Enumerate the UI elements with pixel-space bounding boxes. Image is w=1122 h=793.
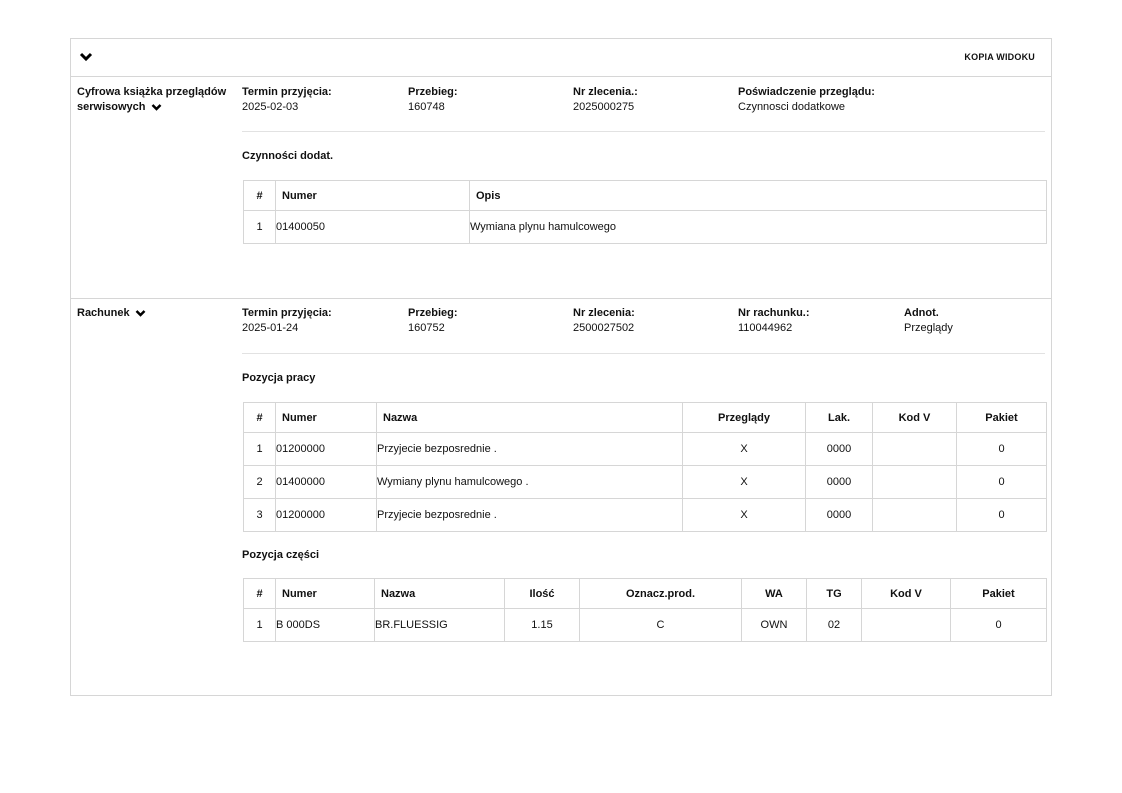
history-panel xyxy=(70,38,1052,696)
parts-positions-table xyxy=(243,578,1047,642)
row-index: 2 xyxy=(244,466,276,499)
row-kodv xyxy=(873,466,957,499)
row-numer: B 000DS xyxy=(276,609,375,642)
col-header: Opis xyxy=(470,181,1047,211)
col-header: Pakiet xyxy=(951,579,1047,609)
field-value: 110044962 xyxy=(738,322,793,334)
parts-positions-subtitle: Pozycja części xyxy=(242,549,320,561)
row-pakiet: 0 xyxy=(951,609,1047,642)
row-kodv xyxy=(873,433,957,466)
divider xyxy=(242,131,1045,132)
row-numer: 01400000 xyxy=(276,466,377,499)
col-header: WA xyxy=(742,579,807,609)
col-header: # xyxy=(244,181,276,211)
col-header: Oznacz.prod. xyxy=(580,579,742,609)
col-header: Nazwa xyxy=(375,579,505,609)
field-label: Adnot. xyxy=(904,307,939,319)
service-przebieg-field xyxy=(408,85,458,115)
work-positions-table xyxy=(243,402,1047,532)
invoice-termin-field xyxy=(242,306,332,336)
chevron-down-icon[interactable] xyxy=(151,103,162,112)
service-book-section-title[interactable] xyxy=(77,85,227,115)
row-ilosc: 1.15 xyxy=(505,609,580,642)
divider xyxy=(242,353,1045,354)
field-label: Poświadczenie przeglądu: xyxy=(738,86,875,98)
col-header: Numer xyxy=(276,181,470,211)
field-value: 160752 xyxy=(408,322,445,334)
invoice-zlecenie-field xyxy=(573,306,635,336)
col-header: # xyxy=(244,403,276,433)
col-header: Lak. xyxy=(806,403,873,433)
row-nazwa: BR.FLUESSIG xyxy=(375,609,505,642)
table-row xyxy=(244,466,1047,499)
field-label: Przebieg: xyxy=(408,307,458,319)
table-header-row xyxy=(244,403,1047,433)
row-wa: OWN xyxy=(742,609,807,642)
chevron-down-icon[interactable] xyxy=(135,309,146,318)
field-value: Czynnosci dodatkowe xyxy=(738,101,846,113)
field-label: Nr zlecenia: xyxy=(573,307,635,319)
row-kodv xyxy=(862,609,951,642)
row-lak: 0000 xyxy=(806,499,873,532)
table-row xyxy=(244,499,1047,532)
field-label: Przebieg: xyxy=(408,86,458,98)
row-oznacz: C xyxy=(580,609,742,642)
section-divider xyxy=(71,298,1051,299)
field-label: Nr rachunku.: xyxy=(738,307,810,319)
field-label: Nr zlecenia.: xyxy=(573,86,638,98)
row-tg: 02 xyxy=(807,609,862,642)
row-numer: 01200000 xyxy=(276,499,377,532)
service-zlecenie-field xyxy=(573,85,638,115)
work-positions-subtitle: Pozycja pracy xyxy=(242,372,316,384)
row-pakiet: 0 xyxy=(957,433,1047,466)
czynnosci-table xyxy=(243,180,1047,244)
row-opis: Wymiana plynu hamulcowego xyxy=(470,211,1047,244)
col-header: Nazwa xyxy=(377,403,683,433)
field-value: 160748 xyxy=(408,101,445,113)
chevron-down-icon[interactable] xyxy=(79,51,93,63)
row-index: 1 xyxy=(244,609,276,642)
row-lak: 0000 xyxy=(806,433,873,466)
kopia-widoku-button[interactable]: KOPIA WIDOKU xyxy=(964,52,1035,62)
czynnosci-subtitle: Czynności dodat. xyxy=(242,150,334,162)
panel-toolbar xyxy=(71,39,1051,77)
col-header: TG xyxy=(807,579,862,609)
row-numer: 01400050 xyxy=(276,211,470,244)
table-header-row xyxy=(244,579,1047,609)
field-value: 2025000275 xyxy=(573,101,635,113)
row-nazwa: Przyjecie bezposrednie . xyxy=(377,433,683,466)
row-kodv xyxy=(873,499,957,532)
row-przeglady: X xyxy=(683,499,806,532)
col-header: Numer xyxy=(276,403,377,433)
row-index: 3 xyxy=(244,499,276,532)
row-numer: 01200000 xyxy=(276,433,377,466)
invoice-adnot-field xyxy=(904,306,953,336)
col-header: Pakiet xyxy=(957,403,1047,433)
invoice-section-title[interactable] xyxy=(77,306,227,321)
table-row xyxy=(244,211,1047,244)
row-lak: 0000 xyxy=(806,466,873,499)
table-header-row xyxy=(244,181,1047,211)
table-row xyxy=(244,433,1047,466)
field-value: 2500027502 xyxy=(573,322,635,334)
row-pakiet: 0 xyxy=(957,466,1047,499)
invoice-title: Rachunek xyxy=(77,307,130,319)
service-poswiadczenie-field xyxy=(738,85,875,115)
invoice-rachunek-field xyxy=(738,306,810,336)
row-pakiet: 0 xyxy=(957,499,1047,532)
row-nazwa: Przyjecie bezposrednie . xyxy=(377,499,683,532)
row-nazwa: Wymiany plynu hamulcowego . xyxy=(377,466,683,499)
field-label: Termin przyjęcia: xyxy=(242,86,332,98)
col-header: Ilość xyxy=(505,579,580,609)
col-header: Przeglądy xyxy=(683,403,806,433)
invoice-przebieg-field xyxy=(408,306,458,336)
table-row xyxy=(244,609,1047,642)
service-termin-field xyxy=(242,85,332,115)
col-header: # xyxy=(244,579,276,609)
row-index: 1 xyxy=(244,433,276,466)
field-label: Termin przyjęcia: xyxy=(242,307,332,319)
service-book-title: Cyfrowa książka przeglądów serwisowych xyxy=(77,86,227,113)
field-value: Przeglądy xyxy=(904,322,953,334)
field-value: 2025-01-24 xyxy=(242,322,299,334)
col-header: Numer xyxy=(276,579,375,609)
row-przeglady: X xyxy=(683,466,806,499)
col-header: Kod V xyxy=(873,403,957,433)
row-przeglady: X xyxy=(683,433,806,466)
field-value: 2025-02-03 xyxy=(242,101,299,113)
col-header: Kod V xyxy=(862,579,951,609)
row-index: 1 xyxy=(244,211,276,244)
